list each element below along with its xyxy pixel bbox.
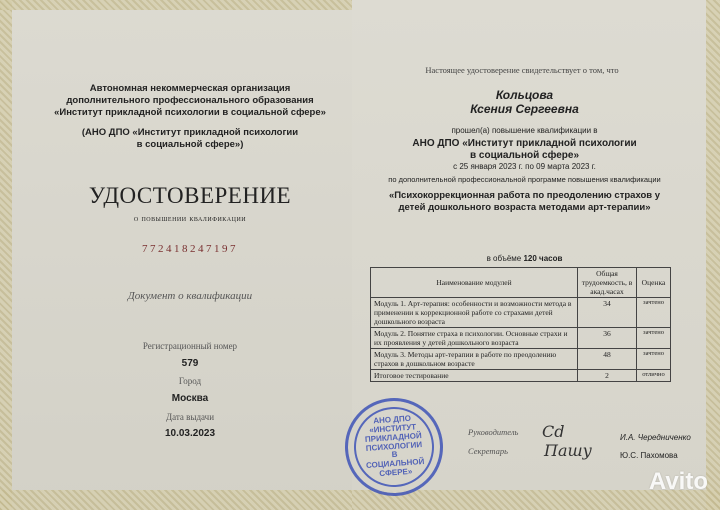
volume-prefix: в объёме <box>486 254 522 263</box>
head-label: Руководитель <box>468 427 519 437</box>
recipient-name <box>352 88 697 116</box>
org-line: АНО ДПО «Институт прикладной психологии <box>412 138 637 149</box>
header-hours: Общая трудоемкость, в акад.часах <box>578 268 637 298</box>
program-line: «Психокоррекционная работа по преодолению страхов у <box>388 190 661 201</box>
head-name: И.А. Чередниченко <box>620 433 691 442</box>
org-line: «Институт прикладной психологии в социальной сфере» <box>54 107 326 118</box>
module-hours: 34 <box>578 298 637 328</box>
table-header <box>371 268 671 298</box>
document-subtitle: о повышении квалификации <box>133 213 247 223</box>
module-name: Модуль 3. Методы арт-терапии в работе по преодолению страхов в дошкольном возрасте <box>371 349 578 370</box>
module-name: Модуль 1. Арт-терапия: особенности и возможности метода в применении к коррекционной работе со страхами детей дошкольного возраста <box>371 298 578 328</box>
ornament-border <box>0 0 352 10</box>
passed-text: прошел(а) повышение квалификации в <box>451 126 598 135</box>
table-row <box>371 349 671 370</box>
program-title <box>352 190 697 214</box>
ornament-border <box>706 0 720 510</box>
table-row <box>371 328 671 349</box>
serial-number: 772418247197 <box>142 243 238 255</box>
header-grade: Оценка <box>637 268 671 298</box>
reg-number: 579 <box>181 358 199 369</box>
module-grade: отлично <box>637 370 671 382</box>
training-period: с 25 января 2023 г. по 09 марта 2023 г. <box>453 162 596 171</box>
issue-date: 10.03.2023 <box>164 428 216 439</box>
volume-suffix: часов <box>539 254 563 263</box>
ornament-border <box>0 0 12 510</box>
intro-text: Настоящее удостоверение свидетельствует о том, что <box>425 65 619 75</box>
header-module: Наименование модулей <box>371 268 578 298</box>
city: Москва <box>171 393 209 404</box>
module-hours: 2 <box>578 370 637 382</box>
modules-table <box>370 267 671 382</box>
signature-head: Cd <box>542 422 565 441</box>
reg-number-label: Регистрационный номер <box>142 341 238 351</box>
ornament-border <box>0 490 352 510</box>
module-grade: зачтено <box>637 349 671 370</box>
training-org <box>352 138 697 162</box>
module-name: Модуль 2. Понятие страха в психологии. Основные страхи и их проявления у детей дошкольного возраста <box>371 328 578 349</box>
city-label: Город <box>178 376 202 386</box>
org-line: в социальной сфере» <box>470 150 579 161</box>
volume-hours: 120 <box>523 254 537 263</box>
program-label: по дополнительной профессиональной программе повышения квалификации <box>388 175 661 184</box>
module-name: Итоговое тестирование <box>371 370 578 382</box>
org-line: в социальной сфере») <box>136 139 244 150</box>
recipient-surname: Кольцова <box>495 88 554 102</box>
left-page <box>0 0 352 510</box>
org-short-name <box>40 127 340 151</box>
secretary-name: Ю.С. Пахомова <box>620 451 678 460</box>
signature-secretary: Пашу <box>544 441 592 460</box>
doc-type-label: Документ о квалификации <box>127 290 253 302</box>
recipient-given-name: Ксения Сергеевна <box>470 102 579 116</box>
stamp-text: АНО ДПО «ИНСТИТУТ ПРИКЛАДНОЙ ПСИХОЛОГИИ В СОЦИАЛЬНОЙ СФЕРЕ» <box>364 413 425 479</box>
table-row <box>371 370 671 382</box>
avito-watermark: Avito <box>648 468 708 495</box>
module-grade: зачтено <box>637 328 671 349</box>
module-grade: зачтено <box>637 298 671 328</box>
program-line: детей дошкольного возраста методами арт-терапии» <box>398 202 651 213</box>
document-title: УДОСТОВЕРЕНИЕ <box>88 183 292 208</box>
module-hours: 48 <box>578 349 637 370</box>
volume <box>352 254 697 263</box>
secretary-label: Секретарь <box>468 446 508 456</box>
org-line: Автономная некоммерческая организация <box>89 83 291 94</box>
org-full-name <box>40 83 340 119</box>
issue-date-label: Дата выдачи <box>165 412 215 422</box>
org-line: (АНО ДПО «Институт прикладной психологии <box>81 127 299 138</box>
table-row <box>371 298 671 328</box>
org-line: дополнительного профессионального образования <box>66 95 314 106</box>
module-hours: 36 <box>578 328 637 349</box>
